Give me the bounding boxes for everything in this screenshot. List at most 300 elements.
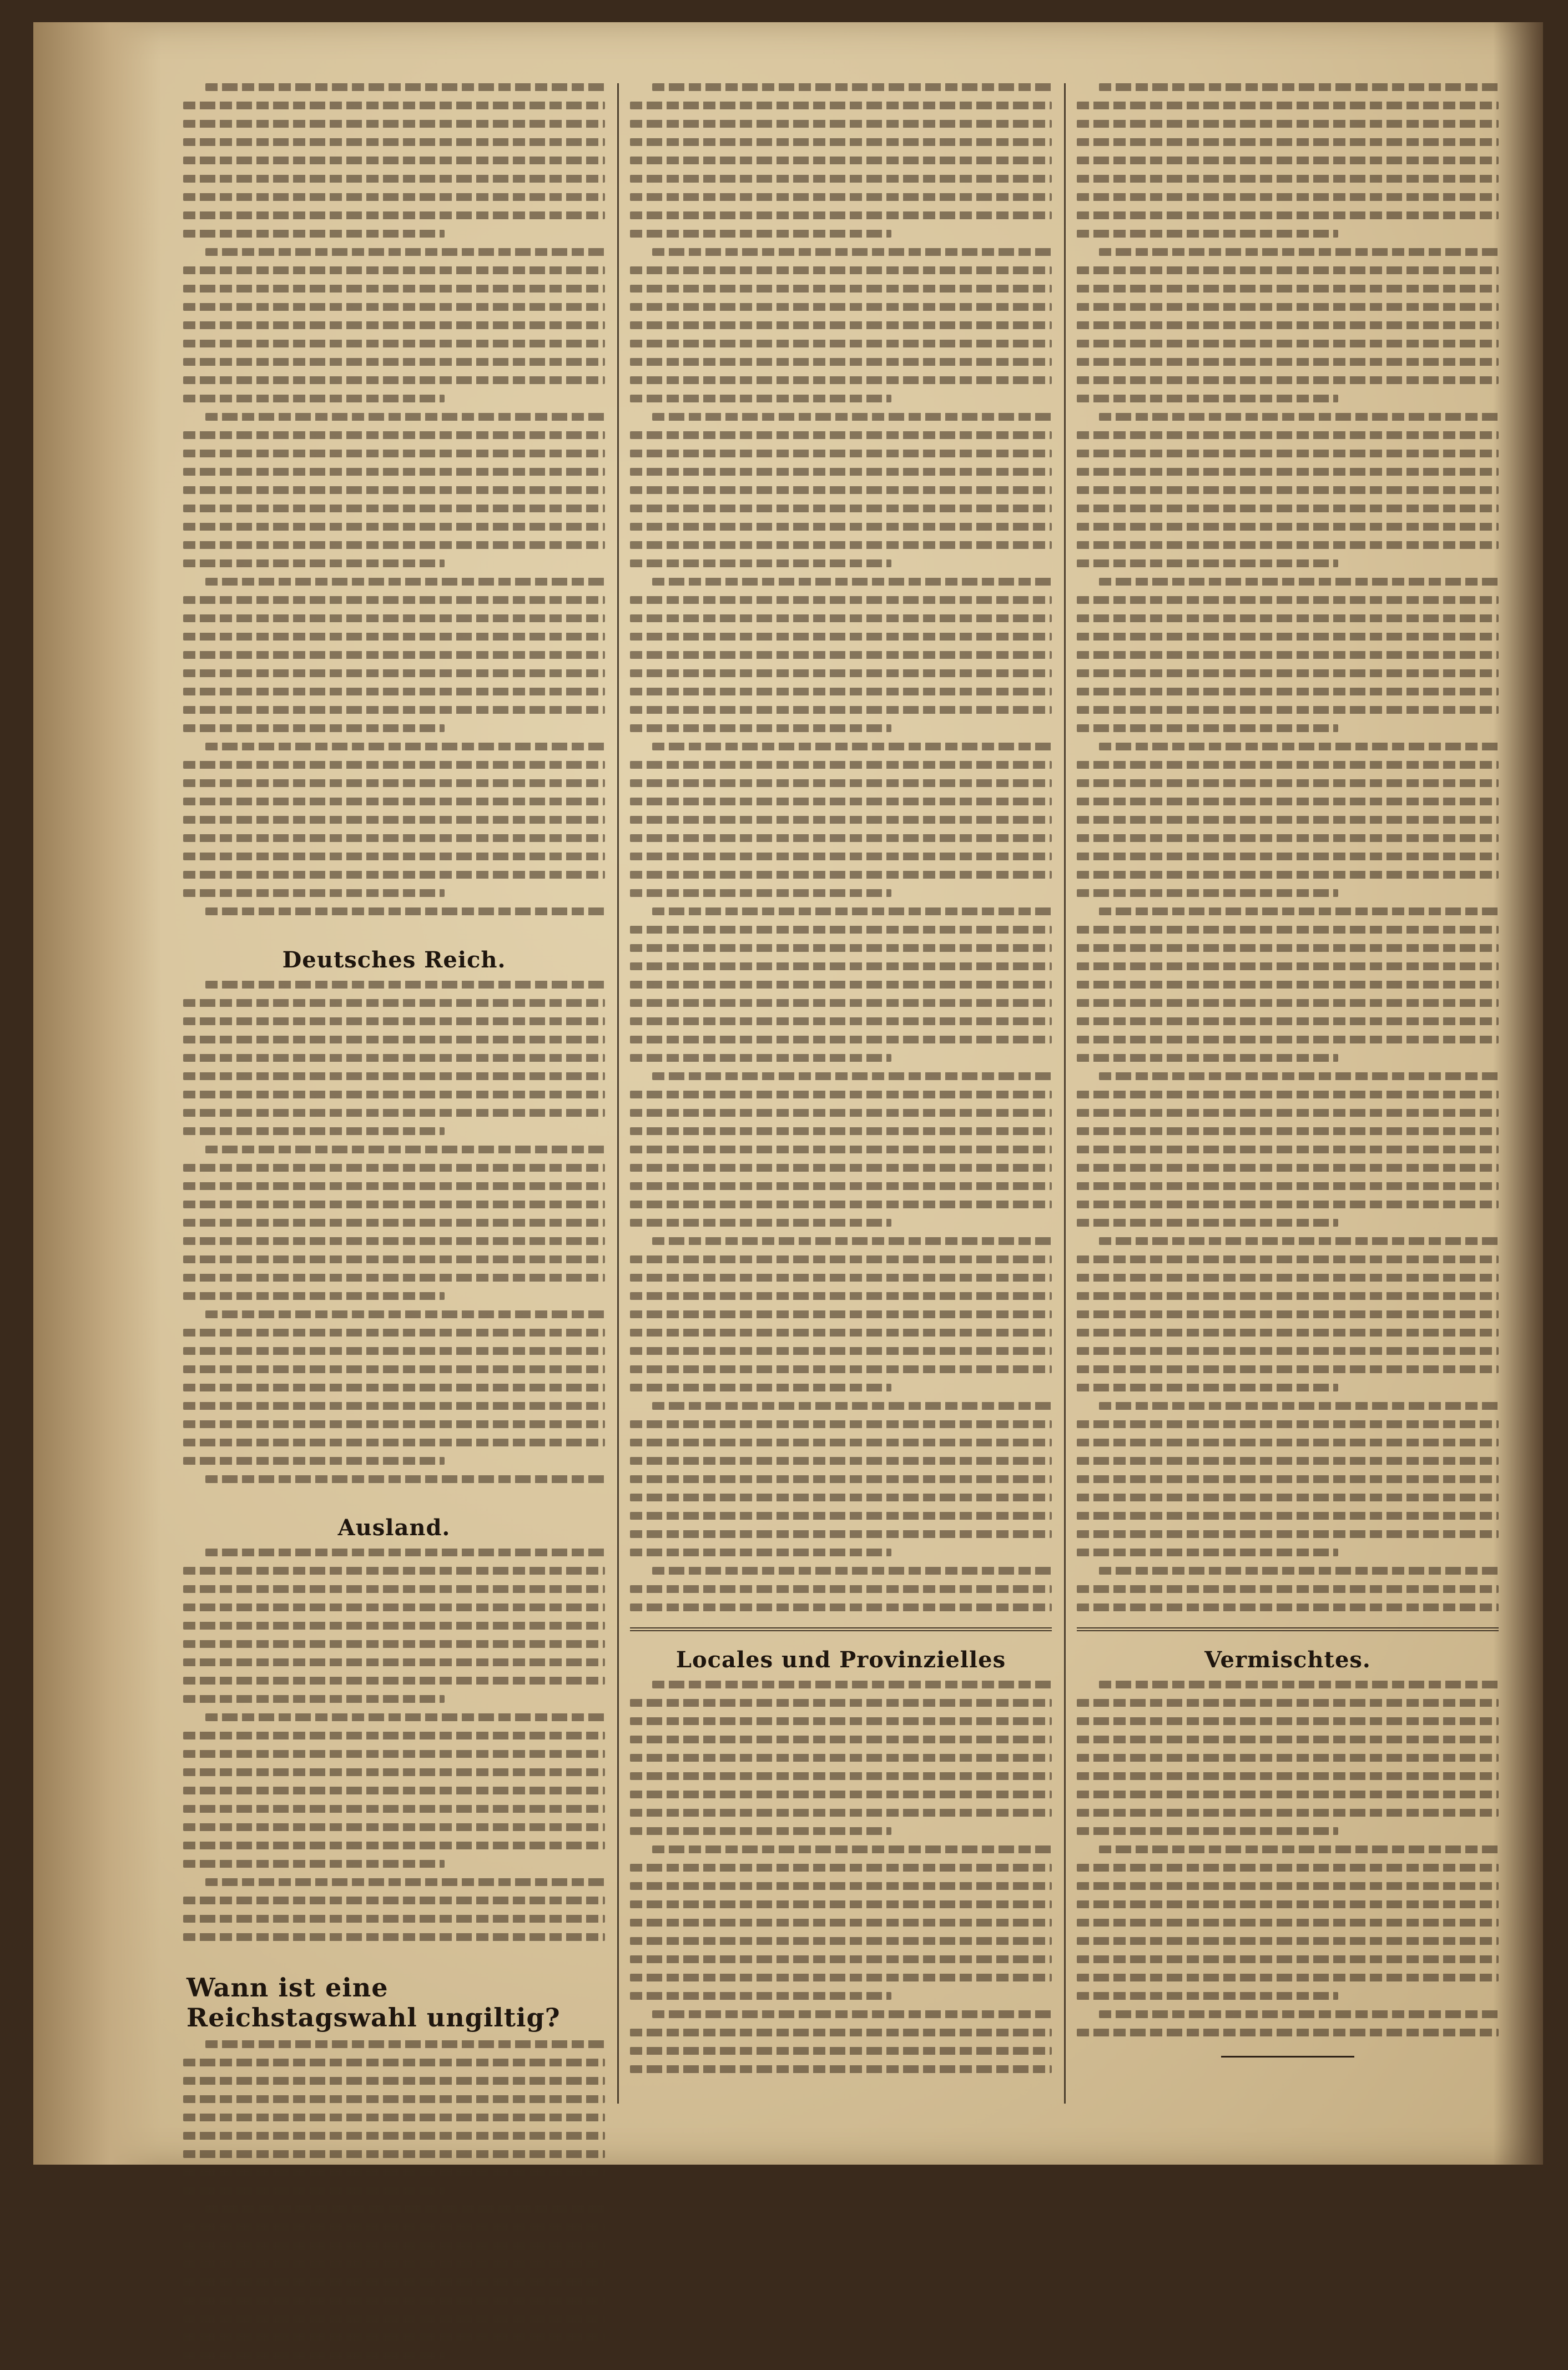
text-line [183, 559, 445, 567]
text-line [205, 2040, 605, 2048]
text-line [183, 1658, 605, 1666]
text-line [630, 1054, 891, 1062]
text-line [630, 1717, 1052, 1725]
text-block [183, 83, 605, 926]
text-line [183, 1109, 605, 1117]
end-rule [1221, 2056, 1354, 2058]
text-line [1077, 468, 1499, 476]
text-line [183, 1127, 445, 1135]
text-line [1077, 559, 1338, 567]
text-line [183, 523, 605, 531]
text-line [205, 248, 605, 256]
text-line [1077, 761, 1499, 769]
text-line [652, 578, 1052, 586]
column-rule [1064, 83, 1066, 2104]
text-line [1077, 688, 1499, 695]
text-line [1077, 486, 1499, 494]
text-line [630, 1182, 1052, 1190]
text-line [1099, 1072, 1499, 1080]
text-line [183, 1842, 605, 1849]
text-line [183, 2132, 605, 2140]
text-line [183, 1805, 605, 1813]
text-line [205, 981, 605, 989]
text-line [1077, 871, 1499, 879]
text-line [183, 120, 605, 128]
text-line [1077, 505, 1499, 512]
text-line [183, 1036, 605, 1043]
text-line [1077, 157, 1499, 164]
page-edge-shadow [1493, 22, 1543, 2165]
text-line [630, 211, 1052, 219]
text-line [183, 2260, 605, 2268]
text-line [1077, 193, 1499, 201]
text-line [183, 2059, 605, 2066]
text-line [1077, 175, 1499, 183]
text-line [205, 1310, 605, 1318]
text-block [630, 83, 1052, 1622]
text-line [1077, 1864, 1499, 1872]
text-line [1077, 724, 1338, 732]
text-line [183, 2242, 605, 2250]
text-line [183, 1054, 605, 1062]
text-line [630, 505, 1052, 512]
text-line [1077, 834, 1499, 842]
text-block [1077, 83, 1499, 1622]
column-3 [1077, 83, 1499, 2104]
text-line [183, 1329, 605, 1337]
text-line [630, 1585, 1052, 1593]
text-line [183, 2095, 605, 2103]
text-line [183, 688, 605, 695]
text-line [1077, 1882, 1499, 1890]
text-line [1077, 450, 1499, 457]
text-line [1077, 1530, 1499, 1538]
text-line [630, 1457, 1052, 1465]
text-line [205, 1878, 605, 1886]
text-line [183, 2187, 445, 2195]
text-line [1077, 816, 1499, 824]
text-line [630, 816, 1052, 824]
text-line [630, 486, 1052, 494]
text-line [1077, 431, 1499, 439]
text-line [183, 1732, 605, 1739]
text-line [1077, 1017, 1499, 1025]
text-line [630, 1736, 1052, 1743]
text-line [1077, 981, 1499, 989]
text-line [630, 2047, 1052, 2055]
text-line [630, 120, 1052, 128]
text-line [183, 999, 605, 1007]
text-line [1077, 1201, 1499, 1208]
text-line [1077, 1274, 1499, 1282]
text-line [183, 358, 605, 366]
text-line [1077, 541, 1499, 549]
text-line [205, 1475, 605, 1483]
text-line [205, 1713, 605, 1721]
text-line [630, 944, 1052, 952]
text-line [205, 907, 605, 915]
text-line [652, 248, 1052, 256]
text-line [205, 578, 605, 586]
text-line [183, 1860, 445, 1868]
text-line [183, 321, 605, 329]
text-line [183, 1823, 605, 1831]
text-line [1077, 1457, 1499, 1465]
text-line [1077, 1475, 1499, 1483]
text-line [630, 1937, 1052, 1945]
text-line [1077, 1919, 1499, 1927]
text-line [183, 1640, 605, 1648]
text-line [630, 1219, 891, 1227]
text-line [1077, 1384, 1338, 1391]
text-line [630, 559, 891, 567]
section-heading-deutsches-reich: Deutsches Reich. [282, 947, 506, 973]
text-line [630, 1329, 1052, 1337]
text-line [183, 724, 445, 732]
text-line [205, 1146, 605, 1153]
text-line [205, 2205, 605, 2213]
text-line [630, 1292, 1052, 1300]
text-line [1077, 1603, 1499, 1611]
text-line [183, 761, 605, 769]
text-line [652, 743, 1052, 750]
text-line [1077, 376, 1499, 384]
text-line [183, 1365, 605, 1373]
text-line [183, 1237, 605, 1245]
text-line [1077, 1255, 1499, 1263]
text-line [183, 486, 605, 494]
text-line [1077, 2029, 1499, 2036]
text-line [630, 853, 1052, 860]
text-line [183, 1255, 605, 1263]
text-line [183, 1091, 605, 1098]
text-line [1099, 83, 1499, 91]
text-line [183, 669, 605, 677]
text-line [183, 1768, 605, 1776]
text-line [1077, 633, 1499, 641]
text-line [1077, 1109, 1499, 1117]
text-line [205, 1549, 605, 1556]
text-line [630, 1919, 1052, 1927]
text-line [630, 1475, 1052, 1483]
text-line [1077, 853, 1499, 860]
text-line [183, 1420, 605, 1428]
text-line [630, 1146, 1052, 1153]
text-line [183, 633, 605, 641]
text-line [183, 614, 605, 622]
text-line [630, 761, 1052, 769]
text-line [652, 1237, 1052, 1245]
text-line [630, 1036, 1052, 1043]
text-line [183, 376, 605, 384]
text-line [1077, 1091, 1499, 1098]
text-line [630, 1603, 1052, 1611]
text-line [652, 1402, 1052, 1410]
text-line [1077, 266, 1499, 274]
section-rule [630, 1627, 1052, 1631]
text-line [630, 1900, 1052, 1908]
text-line [630, 1201, 1052, 1208]
text-line [1099, 1237, 1499, 1245]
text-line [630, 321, 1052, 329]
text-line [630, 1091, 1052, 1098]
text-line [652, 1681, 1052, 1688]
text-line [630, 1974, 1052, 1981]
text-line [1099, 907, 1499, 915]
text-line [630, 1992, 891, 2000]
text-line [1077, 944, 1499, 952]
text-line [183, 798, 605, 805]
text-line [1099, 743, 1499, 750]
text-line [630, 541, 1052, 549]
text-line [630, 688, 1052, 695]
text-line [183, 541, 605, 549]
text-line [630, 395, 891, 402]
text-line [630, 1017, 1052, 1025]
text-line [630, 2029, 1052, 2036]
text-line [1077, 1329, 1499, 1337]
text-line [630, 1274, 1052, 1282]
text-line [183, 2114, 605, 2121]
text-line [630, 633, 1052, 641]
text-line [630, 1494, 1052, 1501]
text-line [630, 889, 891, 897]
text-line [1077, 889, 1338, 897]
text-line [1077, 1992, 1338, 2000]
text-line [183, 193, 605, 201]
text-line [630, 157, 1052, 164]
text-line [1077, 1585, 1499, 1593]
text-line [183, 2278, 605, 2286]
text-line [183, 1695, 445, 1703]
text-line [183, 2169, 605, 2176]
newspaper-page [33, 22, 1543, 2165]
text-line [183, 871, 605, 879]
text-line [183, 1384, 605, 1391]
text-line [630, 1827, 891, 1835]
text-line [183, 2223, 605, 2231]
text-line [1077, 285, 1499, 293]
section-rule [1077, 1627, 1499, 1631]
text-line [183, 651, 605, 659]
text-line [1077, 596, 1499, 604]
text-line [630, 1365, 1052, 1373]
text-line [1077, 303, 1499, 311]
text-line [183, 340, 605, 347]
text-line [183, 1622, 605, 1630]
text-line [630, 468, 1052, 476]
text-line [630, 1809, 1052, 1817]
text-line [630, 1864, 1052, 1872]
text-line [183, 1292, 445, 1300]
text-line [630, 1512, 1052, 1520]
text-line [630, 303, 1052, 311]
text-line [1077, 1146, 1499, 1153]
text-line [630, 981, 1052, 989]
section-heading-vermischtes: Vermischtes. [1204, 1647, 1371, 1673]
text-line [630, 230, 891, 238]
text-line [1077, 1439, 1499, 1446]
text-line [1077, 211, 1499, 219]
text-line [1077, 1809, 1499, 1817]
text-line [1077, 1054, 1338, 1062]
text-line [183, 2315, 605, 2323]
text-line [183, 1603, 605, 1611]
text-line [1099, 248, 1499, 256]
text-line [630, 999, 1052, 1007]
text-line [183, 157, 605, 164]
text-line [205, 83, 605, 91]
text-line [1077, 1219, 1338, 1227]
text-line [630, 285, 1052, 293]
text-line [1077, 1955, 1499, 1963]
text-line [1077, 1937, 1499, 1945]
text-line [1077, 230, 1338, 238]
text-line [183, 1787, 605, 1794]
text-line [630, 1754, 1052, 1762]
text-line [630, 1384, 891, 1391]
text-line [1077, 962, 1499, 970]
text-line [652, 907, 1052, 915]
text-line [1077, 1292, 1499, 1300]
text-line [652, 1567, 1052, 1575]
text-line [652, 2010, 1052, 2018]
text-block [630, 1681, 1052, 2084]
text-line [1077, 798, 1499, 805]
text-line [205, 413, 605, 421]
text-line [630, 779, 1052, 787]
text-line [183, 816, 605, 824]
text-line [1077, 1699, 1499, 1707]
text-line [183, 102, 605, 109]
text-line [183, 1017, 605, 1025]
text-line [1077, 321, 1499, 329]
text-line [1077, 523, 1499, 531]
text-line [630, 1791, 1052, 1798]
text-line [183, 450, 605, 457]
text-line [183, 303, 605, 311]
text-line [1077, 395, 1338, 402]
text-line [183, 285, 605, 293]
text-line [183, 211, 605, 219]
text-line [1077, 1494, 1499, 1501]
text-line [1077, 1754, 1499, 1762]
text-line [630, 1420, 1052, 1428]
text-line [630, 1699, 1052, 1707]
text-line [183, 1201, 605, 1208]
text-line [183, 468, 605, 476]
text-line [1077, 1717, 1499, 1725]
text-line [183, 853, 605, 860]
text-line [183, 1915, 605, 1923]
section-heading-locales: Locales und Provinzielles [675, 1647, 1006, 1673]
text-line [630, 1347, 1052, 1355]
text-line [630, 798, 1052, 805]
text-line [630, 962, 1052, 970]
text-line [630, 2065, 1052, 2073]
text-line [630, 834, 1052, 842]
section-heading-ausland: Ausland. [337, 1515, 451, 1541]
text-line [630, 138, 1052, 146]
text-line [183, 1897, 605, 1904]
text-line [183, 2150, 605, 2158]
text-line [630, 669, 1052, 677]
text-line [1077, 1164, 1499, 1172]
text-line [630, 651, 1052, 659]
text-line [1099, 1845, 1499, 1853]
text-line [1077, 614, 1499, 622]
text-line [630, 193, 1052, 201]
text-line [183, 505, 605, 512]
text-line [183, 2333, 605, 2341]
text-line [183, 266, 605, 274]
text-line [183, 1585, 605, 1593]
text-line [1077, 138, 1499, 146]
text-block [183, 2040, 605, 2370]
text-line [183, 230, 445, 238]
text-line [1077, 1827, 1338, 1835]
text-line [183, 834, 605, 842]
text-line [630, 706, 1052, 714]
text-line [630, 596, 1052, 604]
text-line [630, 724, 891, 732]
text-line [183, 889, 445, 897]
text-line [1077, 779, 1499, 787]
text-line [630, 1530, 1052, 1538]
text-line [630, 871, 1052, 879]
text-line [183, 1933, 605, 1941]
section-heading-reichstagswahl: Wann ist eine Reichstagswahl ungiltig? [186, 1973, 561, 2033]
text-line [630, 266, 1052, 274]
text-line [183, 1457, 445, 1465]
text-line [183, 1347, 605, 1355]
text-line [183, 2077, 605, 2085]
text-line [1099, 1567, 1499, 1575]
text-line [630, 1439, 1052, 1446]
text-line [1077, 120, 1499, 128]
text-line [652, 1845, 1052, 1853]
text-line [183, 1567, 605, 1575]
text-line [183, 1164, 605, 1172]
text-line [652, 1072, 1052, 1080]
text-line [1077, 1365, 1499, 1373]
text-line [1077, 1900, 1499, 1908]
text-line [630, 1310, 1052, 1318]
text-line [1077, 1310, 1499, 1318]
column-1 [183, 83, 605, 2104]
text-line [183, 706, 605, 714]
text-line [630, 1955, 1052, 1963]
text-line [183, 2297, 605, 2305]
text-line [183, 395, 445, 402]
column-rule [617, 83, 619, 2104]
text-line [1077, 651, 1499, 659]
text-line [630, 102, 1052, 109]
text-line [183, 779, 605, 787]
text-line [1077, 1127, 1499, 1135]
text-line [630, 523, 1052, 531]
text-line [1077, 926, 1499, 934]
text-line [1077, 706, 1499, 714]
text-line [630, 431, 1052, 439]
text-line [1077, 340, 1499, 347]
page-binding-shadow [33, 22, 161, 2165]
text-line [652, 83, 1052, 91]
text-line [1077, 669, 1499, 677]
text-line [1077, 1420, 1499, 1428]
text-line [630, 376, 1052, 384]
text-line [630, 340, 1052, 347]
